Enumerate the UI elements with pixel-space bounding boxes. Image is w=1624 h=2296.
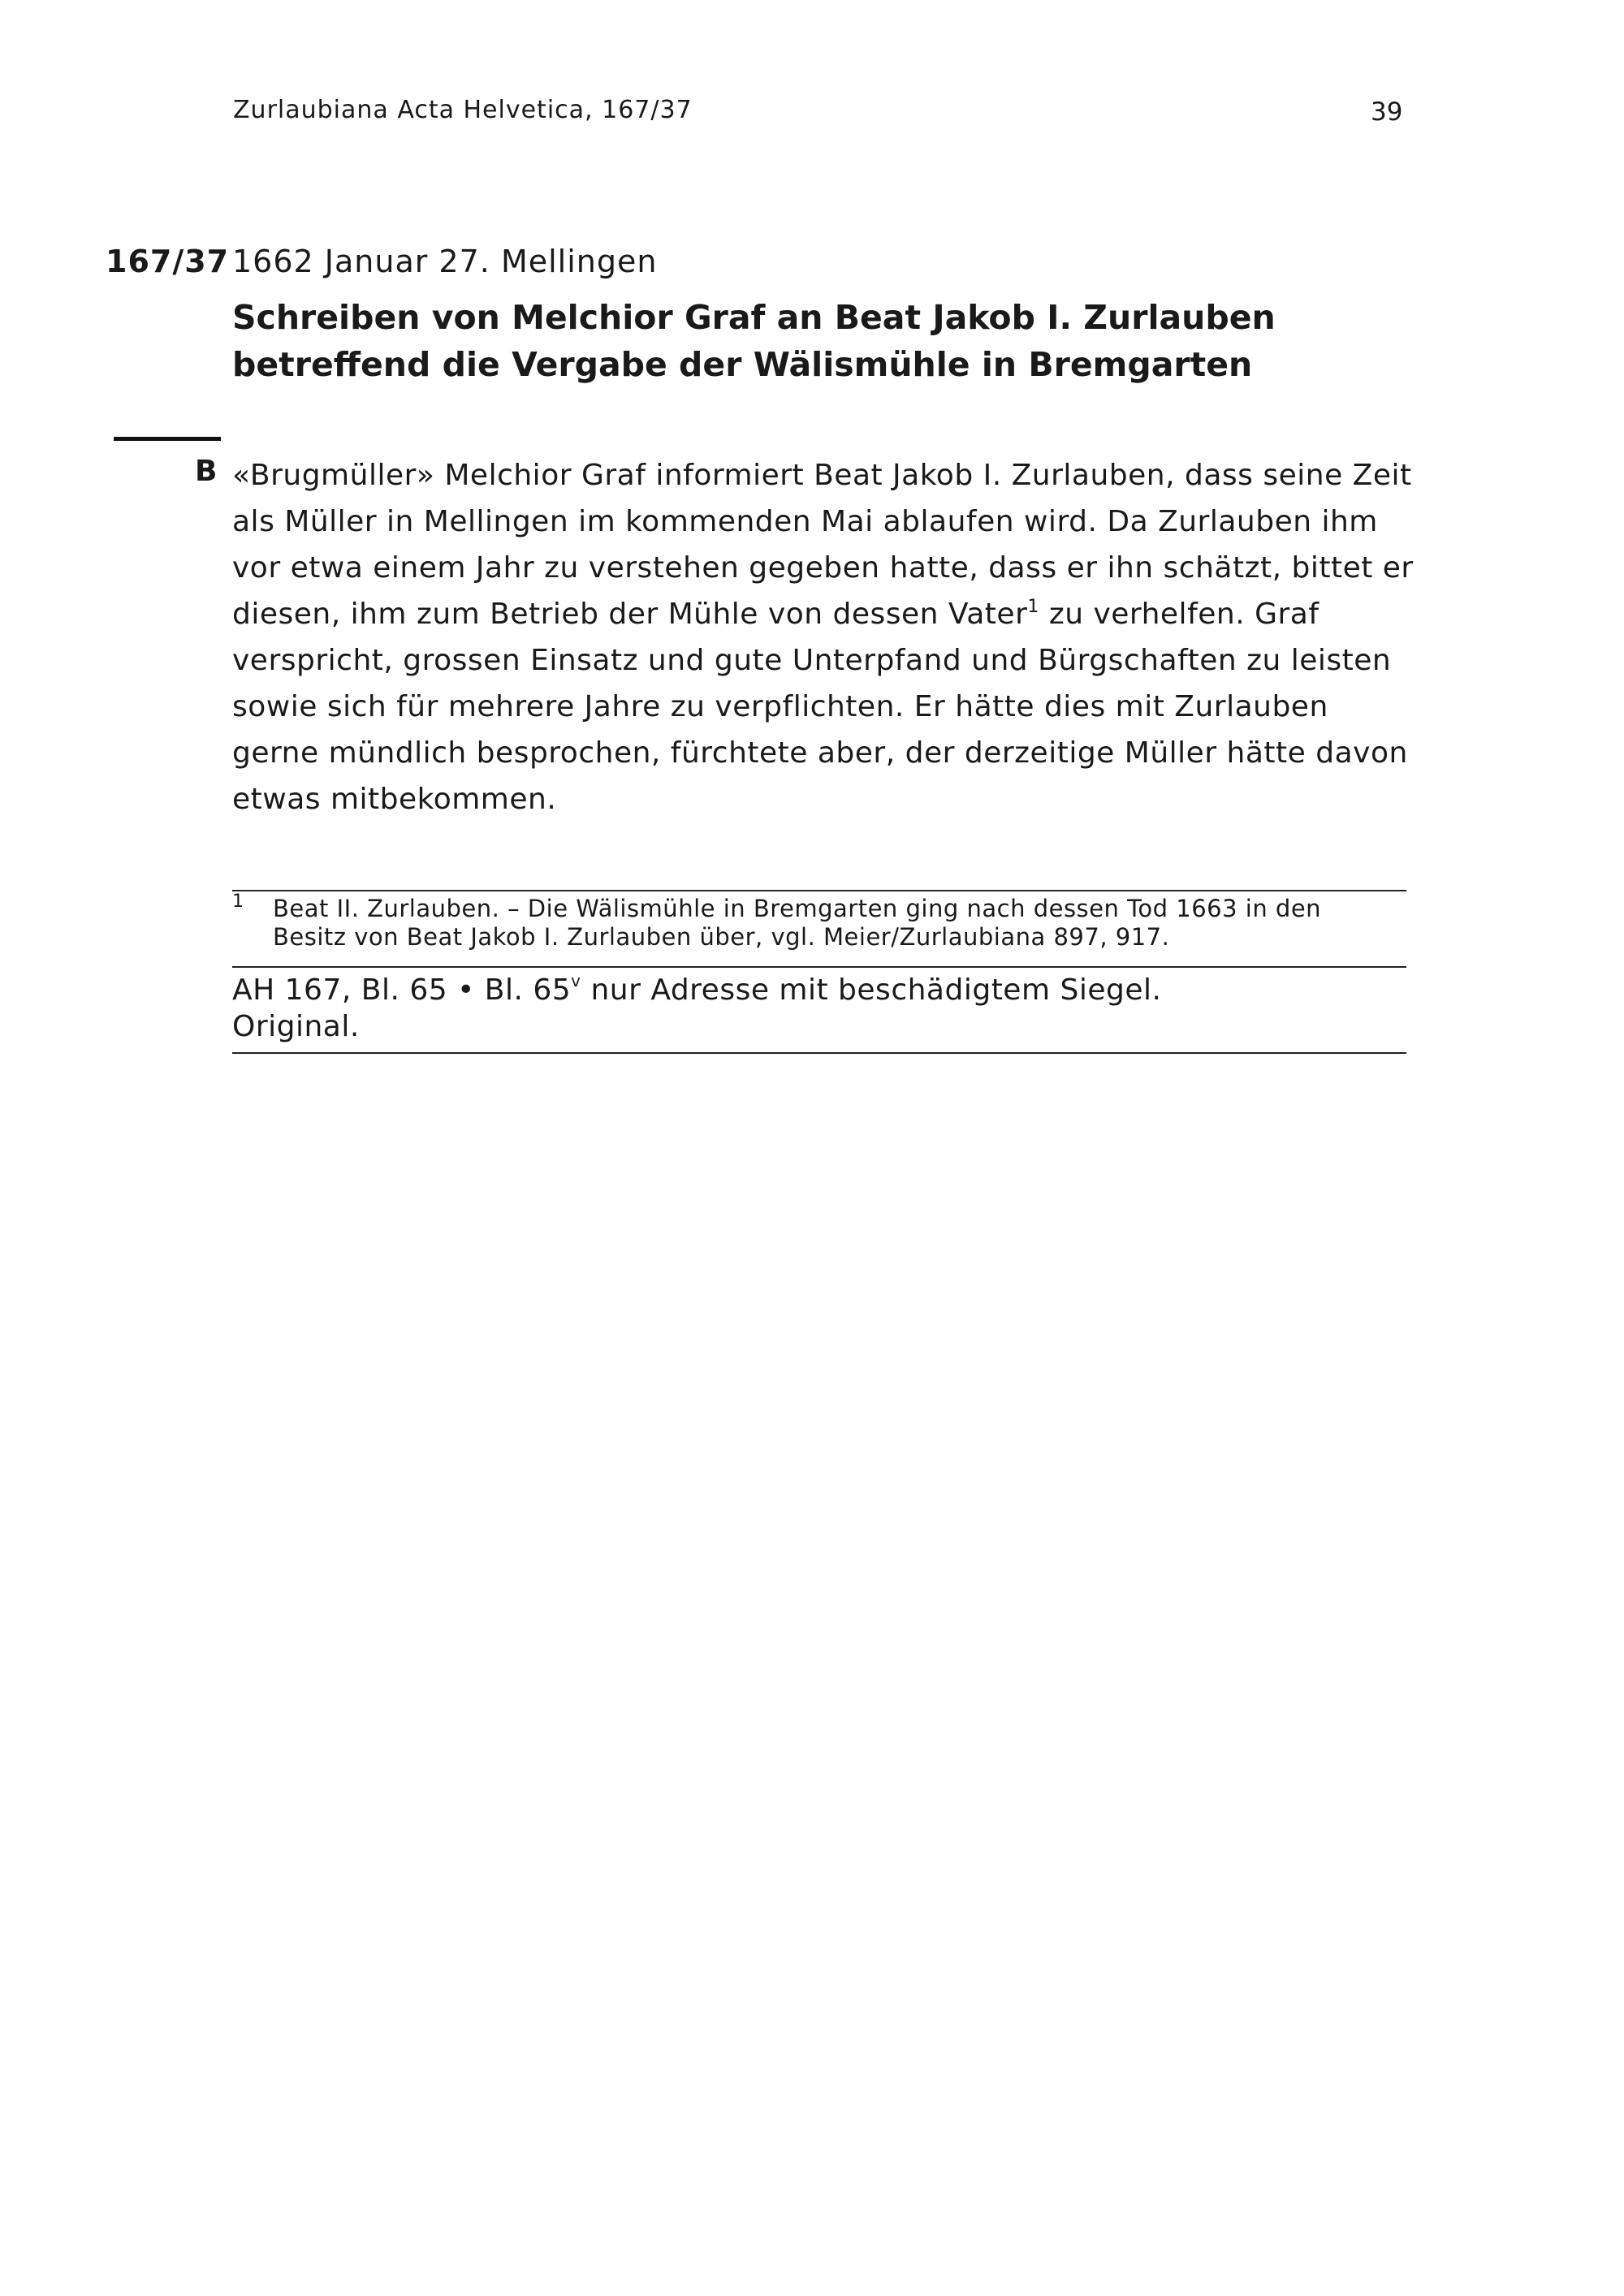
footnote-divider [232, 890, 1406, 891]
page-number: 39 [1371, 97, 1403, 127]
source-text-part-1: AH 167, Bl. 65 • Bl. 65 [232, 973, 572, 1007]
summary-text-part-2: zu verhelfen. Graf verspricht, grossen Einsatz und gute Unterpfand und Bürgschaften zu leisten sowie sich für mehrere Jahre zu verpflichten. Er hätte dies mit Zurlauben gerne mündlich besprochen, fürchtete aber, der derzeitige Müller hätte davon etwas mitbekommen. [232, 598, 1408, 816]
source-text-part-2: nur Adresse mit beschädigtem Siegel. [581, 973, 1162, 1007]
source-superscript: v [571, 971, 581, 990]
entry-title [232, 294, 1418, 388]
footnote-reference[interactable]: 1 [1027, 597, 1039, 617]
section-marker-rule [114, 437, 221, 441]
source-text-line-2: Original. [232, 1010, 360, 1043]
entry-date-place: 1662 Januar 27. Mellingen [232, 244, 658, 279]
source-note [232, 972, 1406, 1045]
running-head: Zurlaubiana Acta Helvetica, 167/37 [233, 96, 693, 124]
footnote-mark: 1 [232, 891, 244, 912]
source-divider-top [232, 966, 1406, 968]
footnote-text: Beat II. Zurlauben. – Die Wälismühle in Bremgarten ging nach dessen Tod 1663 in den Besitz von Beat Jakob I. Zurlauben über, vgl. Meier/Zurlaubiana 897, 917. [273, 895, 1322, 951]
entry-title-line-2: betreffend die Vergabe der Wälismühle in Bremgarten [232, 345, 1253, 384]
source-divider-bottom [232, 1052, 1406, 1054]
summary-text-part-1: «Brugmüller» Melchior Graf informiert Beat Jakob I. Zurlauben, dass seine Zeit als Müller in Mellingen im kommenden Mai ablaufen wird. Da Zurlauben ihm vor etwa einem Jahr zu verstehen gegeben hatte, dass er ihn schätzt, bittet er diesen, ihm zum Betrieb der Mühle von dessen Vater [232, 459, 1414, 631]
entry-number: 167/37 [106, 244, 230, 279]
entry-summary [232, 452, 1418, 822]
section-marker-letter: B [195, 455, 218, 488]
entry-title-line-1: Schreiben von Melchior Graf an Beat Jakob I. Zurlauben [232, 298, 1276, 337]
